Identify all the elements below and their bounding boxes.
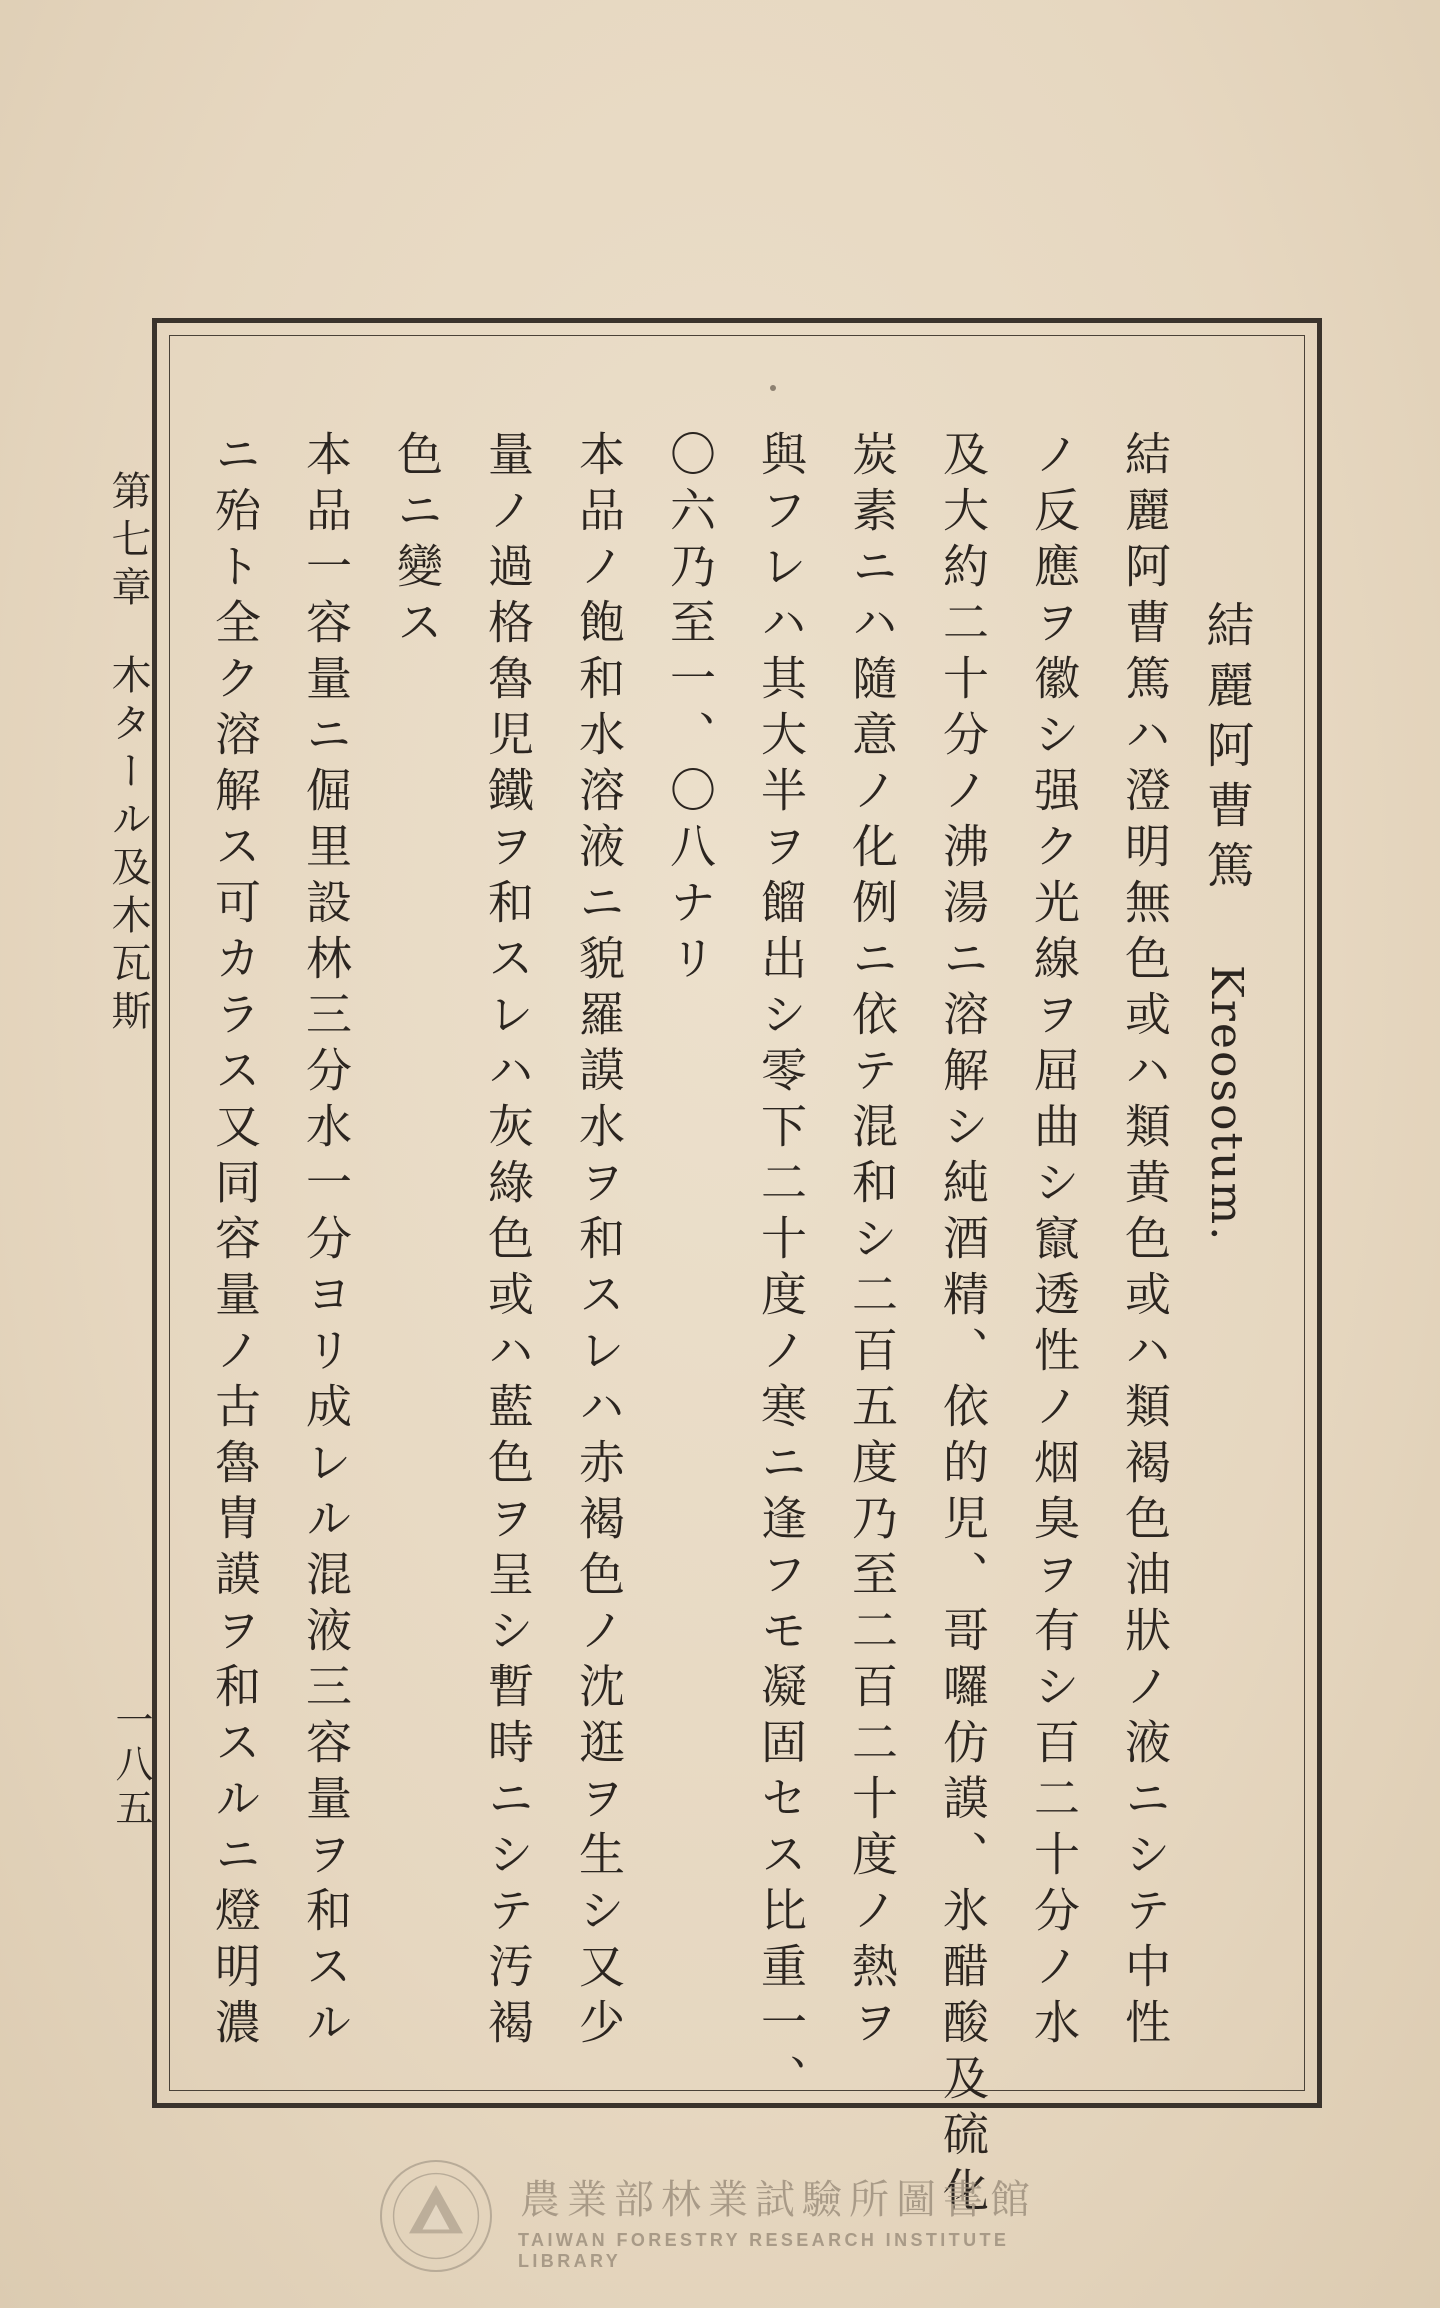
text-column: 本品一容量ニ倔里設林三分水一分ヨリ成レル混液三容量ヲ和スル	[299, 430, 353, 2054]
text-column: 結麗阿曹篤ハ澄明無色或ハ類黄色或ハ類褐色油狀ノ液ニシテ中性	[1118, 430, 1172, 2054]
heading-latin: Kreosotum.	[1201, 965, 1252, 1243]
watermark-name-cn: 農業部林業試驗所圖書館	[520, 2177, 1037, 2223]
page-number: 一八五	[109, 1700, 153, 1832]
running-head-title: 木タール及木瓦斯	[105, 654, 151, 1038]
text-column: 量ノ過格魯児鐵ヲ和スレハ灰綠色或ハ藍色ヲ呈シ暫時ニシテ汚褐	[481, 430, 535, 2054]
text-column: 及大約二十分ノ沸湯ニ溶解シ純酒精、依的児、哥囉仿謨、氷醋酸及硫化	[936, 430, 990, 2222]
section-heading	[1192, 600, 1261, 1243]
running-head-chapter: 第七章	[105, 470, 151, 614]
text-column: 本品ノ飽和水溶液ニ貌羅謨水ヲ和スレハ赤褐色ノ沈逛ヲ生シ又少	[572, 430, 626, 2054]
text-column: 〇六乃至一、〇八ナリ	[663, 430, 717, 990]
text-column: ニ殆ト全ク溶解ス可カラス又同容量ノ古魯胄謨ヲ和スルニ燈明濃	[208, 430, 262, 2054]
library-seal-logo	[380, 2160, 492, 2272]
text-column: 色ニ變ス	[390, 430, 444, 654]
library-watermark	[380, 2160, 1080, 2270]
text-column: ノ反應ヲ徽シ强ク光線ヲ屈曲シ竄透性ノ烟臭ヲ有シ百二十分ノ水	[1027, 430, 1081, 2054]
running-head	[100, 470, 157, 1038]
watermark-name-en: TAIWAN FORESTRY RESEARCH INSTITUTE LIBRARY	[518, 2230, 1010, 2271]
text-column: 與フレハ其大半ヲ餾出シ零下二十度ノ寒ニ逢フモ凝固セス比重一、	[754, 430, 808, 2110]
text-column: 炭素ニハ隨意ノ化例ニ依テ混和シ二百五度乃至二百二十度ノ熱ヲ	[845, 430, 899, 2054]
heading-japanese: 結麗阿曹篤	[1198, 600, 1254, 900]
